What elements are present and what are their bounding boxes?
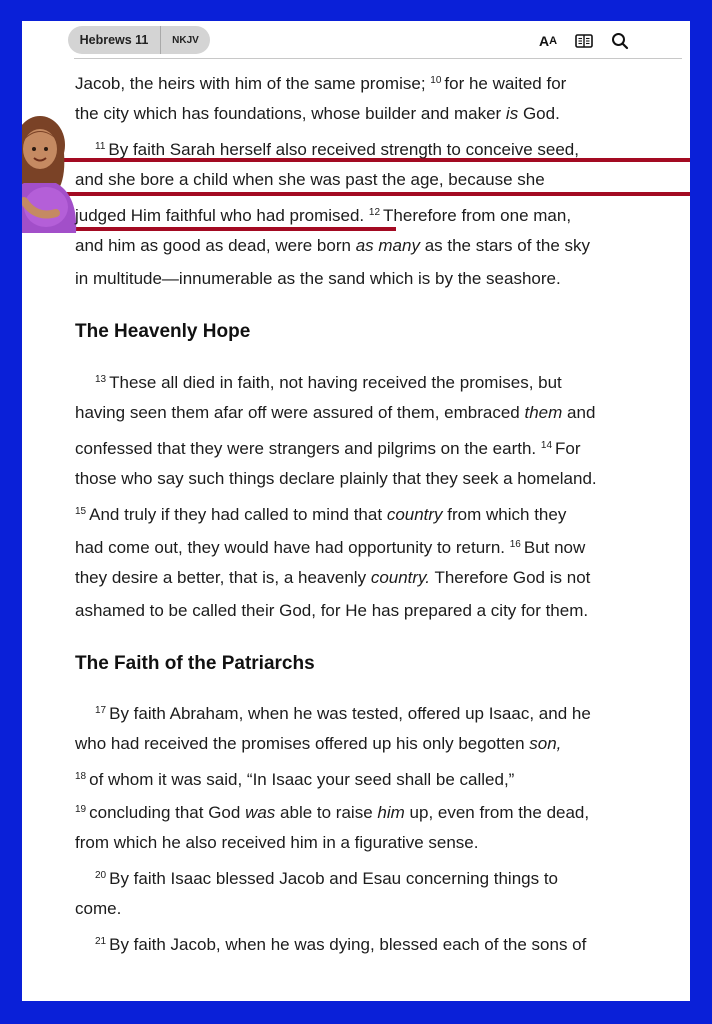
text-span: and him as good as dead, were born bbox=[75, 236, 351, 255]
book-icon[interactable] bbox=[566, 31, 602, 51]
italic-word: son, bbox=[529, 734, 562, 753]
text-line bbox=[75, 727, 561, 760]
text-span: in multitude—innumerable as the sand which is by the seashore. bbox=[75, 269, 561, 288]
verse-number: 16 bbox=[509, 539, 521, 550]
verse-number: 14 bbox=[540, 440, 553, 451]
text-span: These all died in faith, not having received the promises, but bbox=[109, 373, 562, 392]
text-span: up, even from the dead, bbox=[409, 803, 590, 822]
text-line bbox=[75, 429, 581, 462]
text-line bbox=[95, 363, 562, 396]
version-button[interactable]: NKJV bbox=[172, 34, 199, 46]
verse-number: 12 bbox=[368, 207, 381, 218]
text-size-small-a: A bbox=[549, 35, 558, 47]
top-bar bbox=[22, 21, 690, 61]
italic-word: is bbox=[505, 104, 519, 123]
text-line bbox=[75, 594, 588, 627]
text-span: God. bbox=[522, 104, 560, 123]
text-line bbox=[75, 262, 561, 295]
verse-number: 17 bbox=[95, 705, 107, 716]
text-span: and bbox=[567, 403, 596, 422]
text-span: Therefore from one man, bbox=[383, 206, 572, 225]
text-size-big-a: A bbox=[538, 33, 550, 49]
text-line bbox=[75, 826, 478, 859]
section-heading: The Heavenly Hope bbox=[75, 321, 251, 342]
text-span: from which they bbox=[447, 505, 567, 524]
passage-selector bbox=[68, 26, 210, 54]
italic-word: was bbox=[245, 803, 276, 822]
text-span: confessed that they were strangers and pilgrims on the earth. bbox=[75, 439, 537, 458]
text-line bbox=[75, 229, 590, 262]
text-span: By faith Abraham, when he was tested, offered up Isaac, and he bbox=[109, 704, 591, 723]
italic-word: country. bbox=[370, 568, 431, 587]
text-span: for he waited for bbox=[444, 74, 567, 93]
text-span: those who say such things declare plainly that they seek a homeland. bbox=[75, 469, 597, 488]
verse-number: 20 bbox=[95, 870, 107, 881]
text-line[interactable] bbox=[95, 130, 579, 163]
text-span: had come out, they would have had opportunity to return. bbox=[75, 538, 505, 557]
verse-number: 11 bbox=[95, 141, 106, 152]
text-span: By faith Isaac blessed Jacob and Esau concerning things to bbox=[109, 869, 559, 888]
text-span: able to raise bbox=[280, 803, 373, 822]
text-span: the city which has foundations, whose builder and maker bbox=[75, 104, 502, 123]
text-span: And truly if they had called to mind that bbox=[89, 505, 383, 524]
section-heading: The Faith of the Patriarchs bbox=[75, 653, 315, 674]
text-line bbox=[75, 64, 566, 97]
text-span: come. bbox=[75, 899, 122, 918]
verse-number: 10 bbox=[430, 75, 442, 86]
text-line bbox=[95, 859, 558, 892]
text-line bbox=[75, 528, 585, 561]
reader-page bbox=[22, 21, 690, 1001]
text-line bbox=[75, 793, 589, 826]
text-line bbox=[75, 97, 560, 130]
text-span: But now bbox=[523, 538, 586, 557]
text-span: they desire a better, that is, a heavenly bbox=[75, 568, 367, 587]
text-span: By faith Jacob, when he was dying, blessed each of the sons of bbox=[109, 935, 587, 954]
italic-word: them bbox=[524, 403, 563, 422]
text-span: ashamed to be called their God, for He has prepared a city for them. bbox=[75, 601, 589, 620]
text-span: who had received the promises offered up his only begotten bbox=[75, 734, 525, 753]
text-span: judged Him faithful who had promised. bbox=[75, 206, 365, 225]
text-span: For bbox=[555, 439, 581, 458]
text-line bbox=[95, 694, 591, 727]
text-line bbox=[75, 561, 590, 594]
text-line[interactable] bbox=[75, 196, 571, 229]
text-line bbox=[75, 396, 595, 429]
verse-number: 19 bbox=[75, 804, 87, 815]
verse-number: 15 bbox=[75, 506, 87, 517]
italic-word: as many bbox=[355, 236, 420, 255]
text-span: and she bore a child when she was past the age, because she bbox=[75, 170, 545, 189]
text-span: from which he also received him in a figurative sense. bbox=[75, 833, 479, 852]
text-line bbox=[75, 760, 514, 793]
text-line bbox=[75, 495, 566, 528]
text-span: of whom it was said, “In Isaac your seed shall be called,” bbox=[89, 770, 515, 789]
italic-word: him bbox=[377, 803, 405, 822]
text-line bbox=[95, 925, 586, 958]
verse-number: 21 bbox=[95, 936, 107, 947]
text-span: concluding that God bbox=[89, 803, 241, 822]
toolbar bbox=[530, 31, 638, 51]
text-line[interactable] bbox=[75, 163, 545, 196]
text-span: Jacob, the heirs with him of the same promise; bbox=[75, 74, 426, 93]
text-line bbox=[75, 892, 121, 925]
verse-number: 18 bbox=[75, 771, 87, 782]
italic-word: country bbox=[386, 505, 443, 524]
text-span: Therefore God is not bbox=[434, 568, 591, 587]
book-chapter-button[interactable]: Hebrews 11 bbox=[68, 26, 161, 54]
text-span: having seen them afar off were assured of them, embraced bbox=[75, 403, 520, 422]
verse-number: 13 bbox=[95, 374, 107, 385]
search-icon[interactable] bbox=[602, 31, 638, 51]
text-size-icon[interactable] bbox=[530, 31, 566, 51]
header-divider bbox=[74, 58, 682, 59]
text-span: By faith Sarah herself also received strength to conceive seed, bbox=[108, 140, 579, 159]
text-line bbox=[75, 462, 597, 495]
text-span: as the stars of the sky bbox=[424, 236, 591, 255]
